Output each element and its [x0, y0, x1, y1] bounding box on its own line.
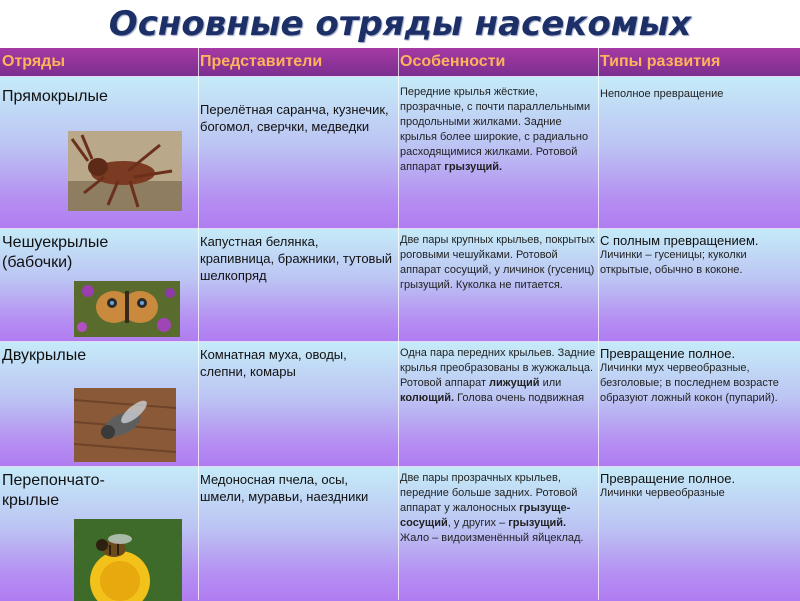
features-text: Две пары крупных крыльев, покрытых роговыми чешуйками. Ротовой аппарат сосущий, у личинок (гусениц) грызущий. Куколка не питается.: [400, 234, 595, 291]
header-features: Особенности: [400, 53, 506, 70]
butterfly-photo: [74, 281, 180, 337]
development-text: Превращение полное. Личинки мух червеобразные, безголовые; в последнем возрасте образуют ложный кокон (пупарий).: [600, 346, 779, 404]
features-text: Одна пара передних крыльев. Задние крылья преобразованы в жужжальца. Ротовой аппарат лижущий или колющий. Голова очень подвижная: [400, 347, 596, 404]
page-title: Основные отряды насекомых: [108, 4, 692, 44]
order-name: Перепончато- крылые: [2, 472, 105, 509]
order-name: Прямокрылые: [2, 88, 108, 105]
representatives-text: Медоносная пчела, осы, шмели, муравьи, наездники: [200, 472, 369, 504]
representatives-text: Капустная белянка, крапивница, бражники, тутовый шелкопряд: [200, 234, 393, 283]
header-representatives: Представители: [200, 53, 323, 70]
development-text: Неполное превращение: [600, 88, 724, 100]
insect-orders-table: [0, 48, 800, 600]
column-divider: [398, 48, 399, 600]
bee-photo: [74, 519, 182, 601]
development-text: Превращение полное. Личинки червеобразные: [600, 471, 736, 499]
order-name: Чешуекрылые (бабочки): [2, 234, 109, 271]
column-divider: [598, 48, 599, 600]
representatives-text: Перелётная саранча, кузнечик, богомол, сверчки, медведки: [200, 102, 389, 134]
column-divider: [198, 48, 199, 600]
fly-photo: [74, 388, 176, 462]
features-text: Передние крылья жёсткие, прозрачные, с почти параллельными продольными жилками. Задние крылья более широкие, с радиально расходящимися жилками. Ротовой аппарат грызущий.: [400, 86, 591, 173]
features-text: Две пары прозрачных крыльев, передние больше задних. Ротовой аппарат у жалоносных грызуще-сосущий, у других – грызущий. Жало – видоизменённый яйцеклад.: [400, 472, 584, 544]
order-name: Двукрылые: [2, 347, 87, 364]
table-row: [0, 466, 800, 601]
table-row: [0, 76, 800, 229]
grasshopper-photo: [68, 131, 182, 211]
development-text: С полным превращением. Личинки – гусеницы; куколки открытые, обычно в коконе.: [600, 233, 759, 276]
header-orders: Отряды: [2, 53, 65, 70]
representatives-text: Комнатная муха, оводы, слепни, комары: [200, 347, 347, 379]
table-row: [0, 341, 800, 467]
header-development: Типы развития: [600, 53, 721, 70]
table-header: [0, 48, 800, 76]
table-row: [0, 228, 800, 342]
